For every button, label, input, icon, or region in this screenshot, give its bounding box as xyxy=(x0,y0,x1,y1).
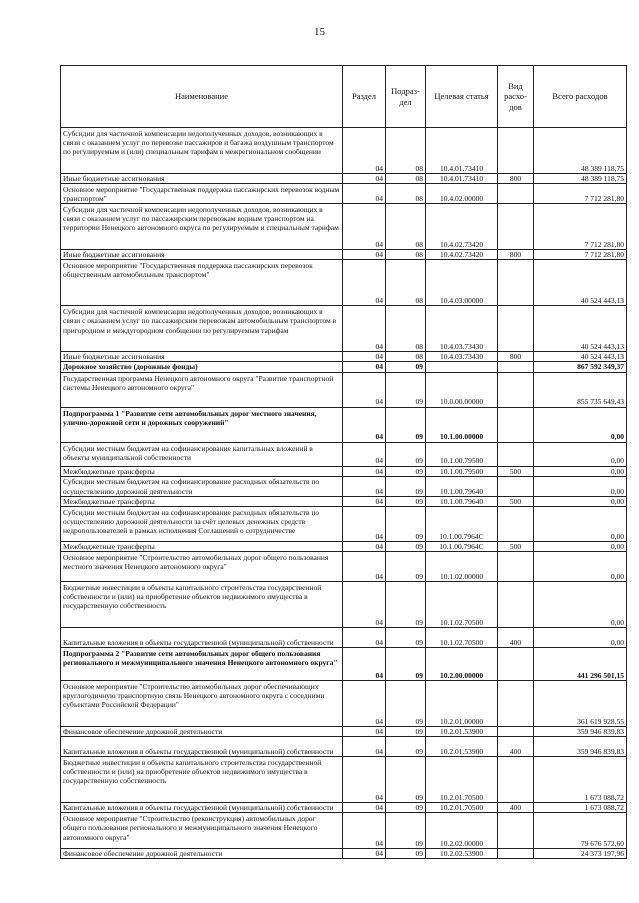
row-subsection: 08 xyxy=(386,260,426,306)
row-total: 40 524 443,13 xyxy=(534,260,627,306)
table-row xyxy=(61,803,627,813)
row-name: Субсидии для частичной компенсации недополученных доходов, возникающих в связи с оказанием услуг по перевозке пассажиров и багажа воздушным транспортом по регулируемым и (или) специальным тарифам в межрегиональном сообщении xyxy=(61,128,343,174)
row-name: Субсидии для частичной компенсации недополученных доходов, возникающих в связи с оказанием услуг по пассажирским перевозкам автомобильным транспортом в пригородном и междугородном сообщении по регулируемым тарифам xyxy=(61,306,343,352)
row-target: 10.1.00.7964С xyxy=(426,506,498,541)
row-total: 361 619 928,55 xyxy=(534,680,627,726)
table-row xyxy=(61,680,627,726)
row-total: 1 673 088,72 xyxy=(534,757,627,803)
header-row xyxy=(61,66,627,128)
row-total: 7 712 281,80 xyxy=(534,250,627,260)
row-type xyxy=(498,407,534,442)
row-name: Иные бюджетные ассигнования xyxy=(61,352,343,362)
row-type xyxy=(498,551,534,581)
table-row xyxy=(61,849,627,859)
row-subsection: 08 xyxy=(386,306,426,352)
row-section: 04 xyxy=(343,174,386,184)
row-section: 04 xyxy=(343,442,386,466)
table-row xyxy=(61,726,627,736)
row-subsection: 09 xyxy=(386,541,426,551)
row-name: Бюджетные инвестиции в объекты капитального строительства государственной собственности и (или) на приобретение объектов недвижимого имущества в государственную собственность xyxy=(61,757,343,803)
row-target: 10.2.01.53900 xyxy=(426,726,498,736)
row-type: 800 xyxy=(498,250,534,260)
row-target xyxy=(426,362,498,372)
table-row xyxy=(61,541,627,551)
row-section: 04 xyxy=(343,496,386,506)
row-section: 04 xyxy=(343,250,386,260)
row-total: 359 946 839,83 xyxy=(534,737,627,757)
row-type xyxy=(498,184,534,204)
row-name: Межбюджетные трансферты xyxy=(61,541,343,551)
row-type xyxy=(498,362,534,372)
row-name: Государственная программа Ненецкого автономного округа "Развитие транспортной системы Ненецкого автономного округа" xyxy=(61,372,343,407)
row-total: 0,00 xyxy=(534,476,627,496)
row-total: 0,00 xyxy=(534,506,627,541)
row-subsection: 09 xyxy=(386,803,426,813)
row-total: 40 524 443,13 xyxy=(534,306,627,352)
row-type: 400 xyxy=(498,627,534,647)
row-type: 500 xyxy=(498,466,534,476)
row-subsection: 09 xyxy=(386,362,426,372)
row-section: 04 xyxy=(343,757,386,803)
row-target: 10.4.03.73430 xyxy=(426,306,498,352)
row-section: 04 xyxy=(343,407,386,442)
row-target: 10.2.01.70500 xyxy=(426,803,498,813)
row-name: Капитальные вложения в объекты государственной (муниципальной) собственности xyxy=(61,737,343,757)
row-target: 10.2.02.00000 xyxy=(426,813,498,849)
row-section: 04 xyxy=(343,849,386,859)
row-target: 10.2.01.70500 xyxy=(426,757,498,803)
row-total: 0,00 xyxy=(534,581,627,627)
row-total: 0,00 xyxy=(534,496,627,506)
table-body xyxy=(61,128,627,859)
row-name: Иные бюджетные ассигнования xyxy=(61,250,343,260)
row-section: 04 xyxy=(343,803,386,813)
row-target: 10.1.00.79500 xyxy=(426,442,498,466)
row-subsection: 09 xyxy=(386,737,426,757)
row-type: 500 xyxy=(498,496,534,506)
row-subsection: 09 xyxy=(386,407,426,442)
row-type xyxy=(498,647,534,680)
row-section: 04 xyxy=(343,352,386,362)
row-type xyxy=(498,442,534,466)
row-section: 04 xyxy=(343,551,386,581)
row-section: 04 xyxy=(343,813,386,849)
table-row xyxy=(61,476,627,496)
row-name: Капитальные вложения в объекты государственной (муниципальной) собственности xyxy=(61,803,343,813)
row-type xyxy=(498,680,534,726)
row-type xyxy=(498,204,534,250)
row-section: 04 xyxy=(343,466,386,476)
row-total: 0,00 xyxy=(534,551,627,581)
row-total: 79 676 572,60 xyxy=(534,813,627,849)
row-target: 10.1.00.00000 xyxy=(426,407,498,442)
row-type xyxy=(498,476,534,496)
row-name: Основное мероприятие "Государственная поддержка пассажирских перевозок общественным автомобильным транспортом" xyxy=(61,260,343,306)
table-row xyxy=(61,506,627,541)
row-section: 04 xyxy=(343,128,386,174)
row-type xyxy=(498,260,534,306)
row-name: Капитальные вложения в объекты государственной (муниципальной) собственности xyxy=(61,627,343,647)
row-subsection: 09 xyxy=(386,757,426,803)
table-row xyxy=(61,250,627,260)
row-total: 7 712 281,80 xyxy=(534,204,627,250)
row-section: 04 xyxy=(343,476,386,496)
table-row xyxy=(61,306,627,352)
row-subsection: 09 xyxy=(386,680,426,726)
row-target: 10.2.01.53900 xyxy=(426,737,498,757)
row-target: 10.4.02.73420 xyxy=(426,250,498,260)
table-row xyxy=(61,757,627,803)
table-row xyxy=(61,407,627,442)
row-subsection: 09 xyxy=(386,466,426,476)
row-subsection: 09 xyxy=(386,551,426,581)
budget-table xyxy=(60,65,627,859)
row-target: 10.1.02.70500 xyxy=(426,581,498,627)
row-target: 10.2.01.00000 xyxy=(426,680,498,726)
table-row xyxy=(61,647,627,680)
row-total: 1 673 088,72 xyxy=(534,803,627,813)
row-target: 10.0.00.00000 xyxy=(426,372,498,407)
row-total: 0,00 xyxy=(534,407,627,442)
row-section: 04 xyxy=(343,184,386,204)
table-row xyxy=(61,737,627,757)
table-row xyxy=(61,813,627,849)
row-section: 04 xyxy=(343,627,386,647)
row-section: 04 xyxy=(343,506,386,541)
table-row xyxy=(61,184,627,204)
row-subsection: 09 xyxy=(386,476,426,496)
row-target: 10.4.02.73420 xyxy=(426,204,498,250)
table-row xyxy=(61,466,627,476)
row-target: 10.4.01.73410 xyxy=(426,128,498,174)
row-type: 400 xyxy=(498,737,534,757)
table-row xyxy=(61,352,627,362)
table-row xyxy=(61,128,627,174)
row-name: Межбюджетные трансферты xyxy=(61,466,343,476)
row-type xyxy=(498,306,534,352)
row-name: Межбюджетные трансферты xyxy=(61,496,343,506)
row-type xyxy=(498,581,534,627)
row-total: 855 735 649,43 xyxy=(534,372,627,407)
row-subsection: 09 xyxy=(386,813,426,849)
row-subsection: 08 xyxy=(386,250,426,260)
row-target: 10.4.01.73410 xyxy=(426,174,498,184)
row-target: 10.1.02.70500 xyxy=(426,627,498,647)
row-section: 04 xyxy=(343,647,386,680)
row-subsection: 09 xyxy=(386,496,426,506)
row-type xyxy=(498,128,534,174)
table-row xyxy=(61,496,627,506)
row-total: 0,00 xyxy=(534,442,627,466)
row-section: 04 xyxy=(343,204,386,250)
row-target: 10.1.00.7964С xyxy=(426,541,498,551)
row-target: 10.1.02.00000 xyxy=(426,551,498,581)
row-subsection: 09 xyxy=(386,372,426,407)
row-name: Субсидии местным бюджетам на софинансирование капитальных вложений в объекты муниципальной собственности xyxy=(61,442,343,466)
header-subsection: Подраз-дел xyxy=(386,66,426,128)
row-target: 10.4.03.73430 xyxy=(426,352,498,362)
row-name: Субсидии для частичной компенсации недополученных доходов, возникающих в связи с оказанием услуг по пассажирским перевозкам водным транспортом на территории Ненецкого автономного округа по регулируемым и специальным тарифам xyxy=(61,204,343,250)
row-target: 10.2.00.00000 xyxy=(426,647,498,680)
header-target: Целевая статья xyxy=(426,66,498,128)
row-total: 48 389 118,75 xyxy=(534,174,627,184)
row-name: Субсидии местным бюджетам на софинансирование расходных обязательств по осуществлению дорожной деятельности xyxy=(61,476,343,496)
row-subsection: 09 xyxy=(386,627,426,647)
row-subsection: 09 xyxy=(386,647,426,680)
table-row xyxy=(61,204,627,250)
row-subsection: 09 xyxy=(386,581,426,627)
header-section: Раздел xyxy=(343,66,386,128)
table-row xyxy=(61,362,627,372)
row-subsection: 09 xyxy=(386,442,426,466)
row-subsection: 08 xyxy=(386,174,426,184)
row-target: 10.4.03.00000 xyxy=(426,260,498,306)
row-total: 867 592 349,37 xyxy=(534,362,627,372)
row-subsection: 08 xyxy=(386,128,426,174)
row-type: 500 xyxy=(498,541,534,551)
row-total: 0,00 xyxy=(534,627,627,647)
row-subsection: 09 xyxy=(386,726,426,736)
row-section: 04 xyxy=(343,306,386,352)
row-section: 04 xyxy=(343,541,386,551)
row-target: 10.2.02.53900 xyxy=(426,849,498,859)
row-section: 04 xyxy=(343,372,386,407)
header-type: Вид расхо-дов xyxy=(498,66,534,128)
row-total: 0,00 xyxy=(534,466,627,476)
row-section: 04 xyxy=(343,680,386,726)
row-type xyxy=(498,506,534,541)
row-section: 04 xyxy=(343,726,386,736)
row-name: Бюджетные инвестиции в объекты капитального строительства государственной собственности и (или) на приобретение объектов недвижимого имущества в государственную собственность xyxy=(61,581,343,627)
table-row xyxy=(61,581,627,627)
header-total: Всего расходов xyxy=(534,66,627,128)
row-total: 441 296 501,15 xyxy=(534,647,627,680)
row-name: Подпрограмма 2 "Развитие сети автомобильных дорог общего пользования регионального и межмуниципального значения Ненецкого автономного округа" xyxy=(61,647,343,680)
row-name: Основное мероприятие "Строительство автомобильных дорог обеспечивающих круглогодичную транспортную связь Ненецкого автономного округа с соседними субъектами Российской Федерации" xyxy=(61,680,343,726)
row-type: 800 xyxy=(498,352,534,362)
row-total: 359 946 839,83 xyxy=(534,726,627,736)
row-type xyxy=(498,726,534,736)
row-total: 48 389 118,75 xyxy=(534,128,627,174)
row-name: Основное мероприятие "Государственная поддержка пассажирских перевозок водным транспортом" xyxy=(61,184,343,204)
row-type xyxy=(498,372,534,407)
row-target: 10.1.00.79500 xyxy=(426,466,498,476)
header-name: Наименование xyxy=(61,66,343,128)
table-row xyxy=(61,551,627,581)
row-name: Основное мероприятие "Строительство (реконструкция) автомобильных дорог общего пользования регионального и межмуниципального значения Ненецкого автономного округа" xyxy=(61,813,343,849)
table-row xyxy=(61,442,627,466)
row-name: Иные бюджетные ассигнования xyxy=(61,174,343,184)
row-target: 10.1.00.79640 xyxy=(426,496,498,506)
row-total: 24 373 197,96 xyxy=(534,849,627,859)
row-subsection: 08 xyxy=(386,204,426,250)
row-name: Подпрограмма 1 "Развитие сети автомобильных дорог местного значения, улично-дорожной сети и дорожных сооружений" xyxy=(61,407,343,442)
row-subsection: 09 xyxy=(386,849,426,859)
row-section: 04 xyxy=(343,260,386,306)
row-subsection: 08 xyxy=(386,352,426,362)
row-type xyxy=(498,757,534,803)
row-target: 10.4.02.00000 xyxy=(426,184,498,204)
row-name: Субсидии местным бюджетам на софинансирование расходных обязательств по осуществлению дорожной деятельности за счёт целевых денежных средств недропользователей в рамках исполнения Соглашений о сотрудничестве xyxy=(61,506,343,541)
row-name: Финансовое обеспечение дорожной деятельности xyxy=(61,726,343,736)
row-type: 800 xyxy=(498,174,534,184)
row-subsection: 08 xyxy=(386,184,426,204)
row-type xyxy=(498,849,534,859)
row-subsection: 09 xyxy=(386,506,426,541)
row-target: 10.1.00.79640 xyxy=(426,476,498,496)
row-type: 400 xyxy=(498,803,534,813)
table-row xyxy=(61,372,627,407)
row-total: 40 524 443,13 xyxy=(534,352,627,362)
table-row xyxy=(61,260,627,306)
row-name: Финансовое обеспечение дорожной деятельности xyxy=(61,849,343,859)
row-total: 0,00 xyxy=(534,541,627,551)
row-name: Дорожное хозяйство (дорожные фонды) xyxy=(61,362,343,372)
row-total: 7 712 281,80 xyxy=(534,184,627,204)
row-type xyxy=(498,813,534,849)
page-number: 15 xyxy=(314,26,325,38)
table-row xyxy=(61,627,627,647)
row-section: 04 xyxy=(343,362,386,372)
row-section: 04 xyxy=(343,581,386,627)
row-name: Основное мероприятие "Строительство автомобильных дорог общего пользования местного значения Ненецкого автономного округа" xyxy=(61,551,343,581)
table-row xyxy=(61,174,627,184)
row-section: 04 xyxy=(343,737,386,757)
